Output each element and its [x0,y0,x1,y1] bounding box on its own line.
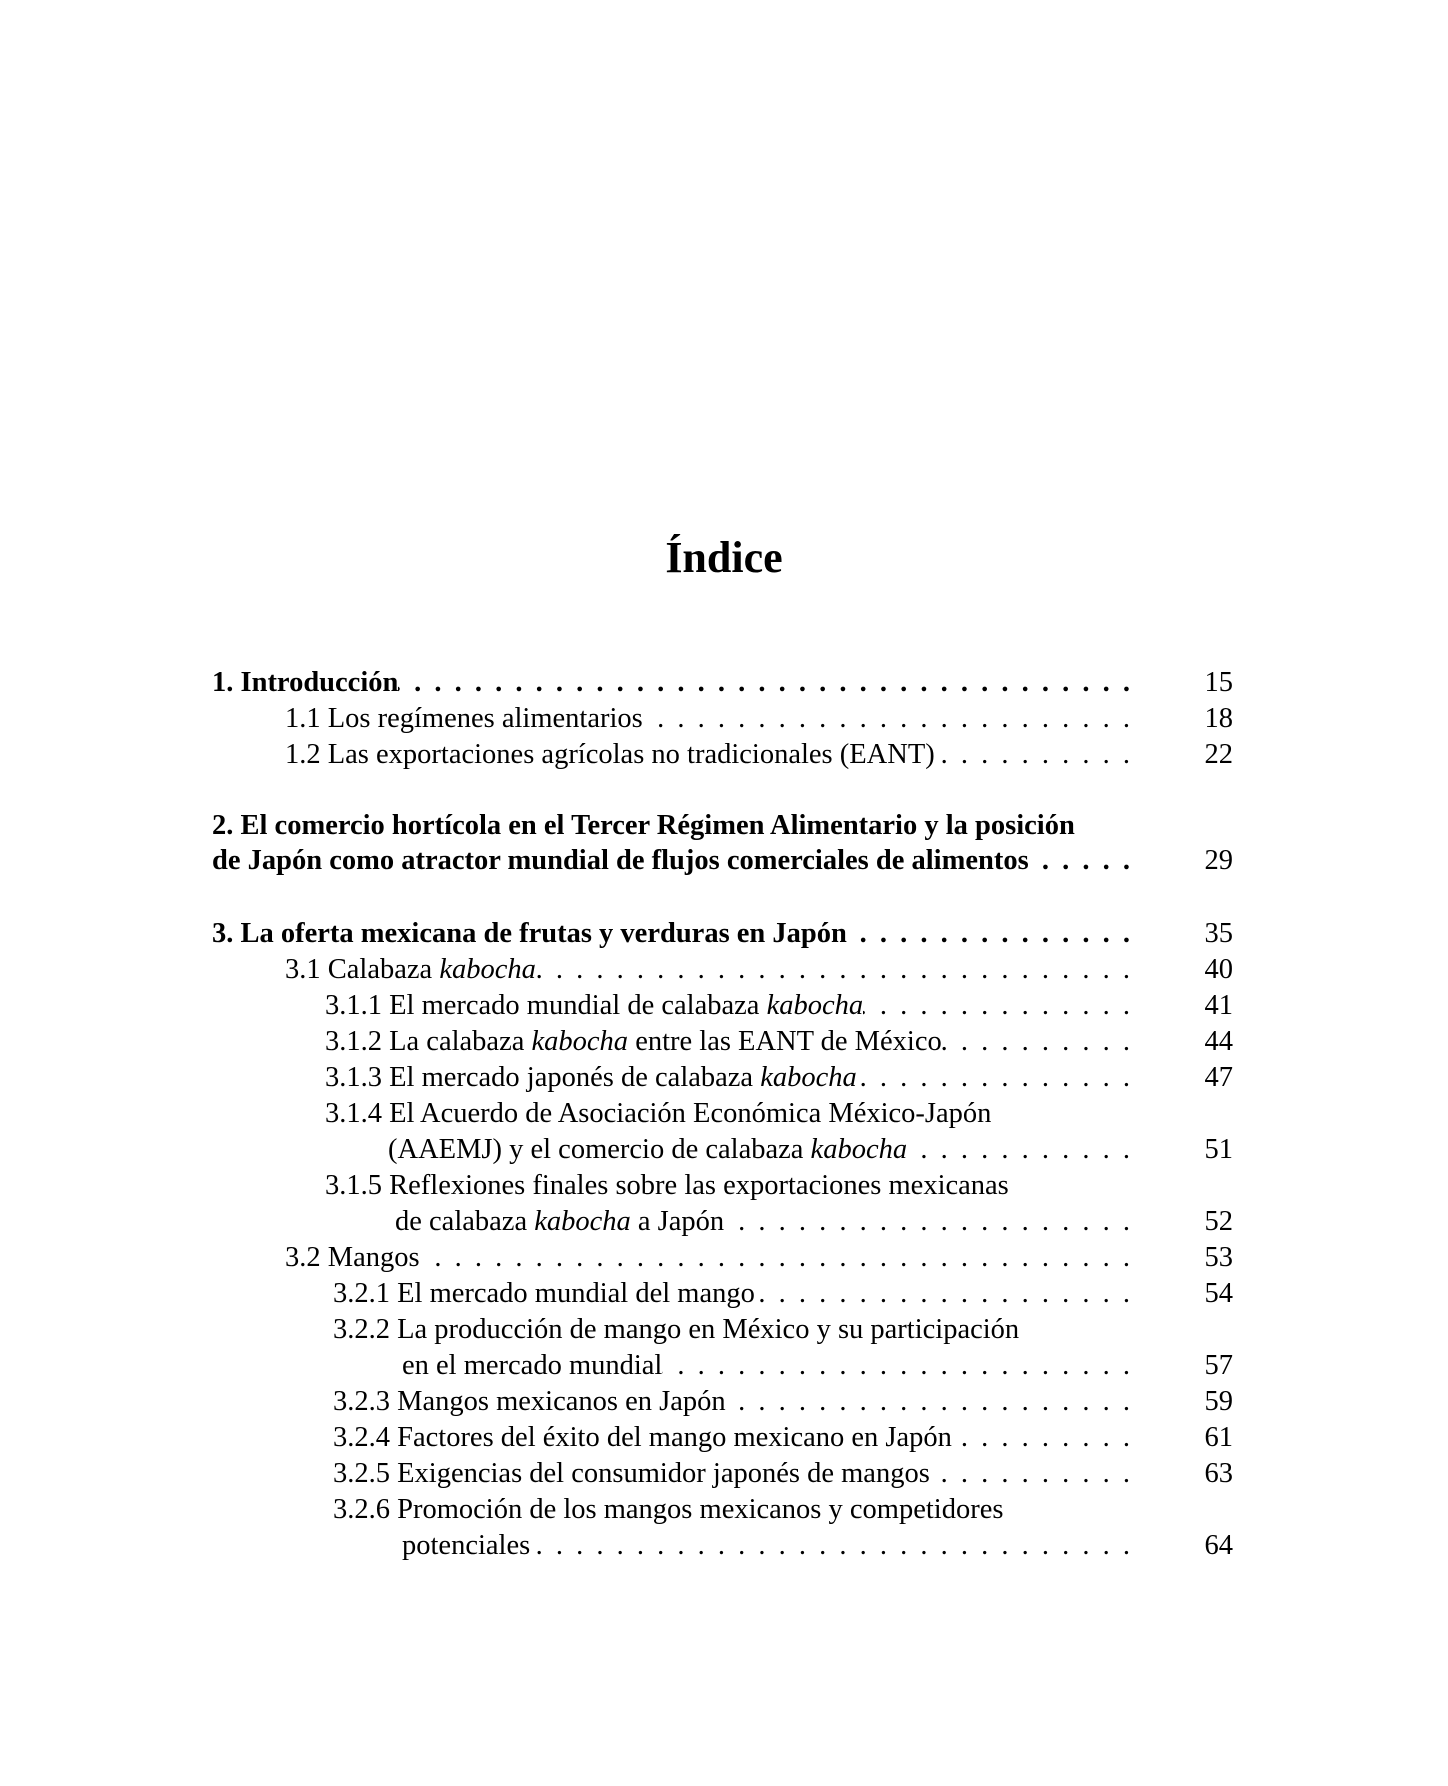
dot-leader [724,1204,1130,1240]
toc-entry-3-1-1[interactable] [325,988,1130,1024]
toc-entry-title: 3. La oferta mexicana de frutas y verduras en Japón [212,918,847,949]
toc-page-number: 54 [1204,1278,1233,1309]
toc-entry-title: 1.1 Los regímenes alimentarios [285,703,643,734]
dot-leader [1029,843,1130,879]
toc-entry-title: 3.1 Calabaza kabocha [285,954,536,985]
dot-leader [662,1348,1130,1384]
toc-entry-title: 3.2.3 Mangos mexicanos en Japón [333,1386,726,1417]
dot-leader [643,701,1130,737]
toc-page-number: 29 [1204,845,1233,876]
toc-entry-3-1-4[interactable] [388,1132,1130,1168]
toc-entry-title: de calabaza kabocha a Japón [395,1206,725,1237]
toc-entry-title: potenciales [402,1530,531,1561]
toc-page-number: 35 [1204,918,1233,949]
toc-entry-title: 3.2.1 El mercado mundial del mango [333,1278,755,1309]
page-title: Índice [665,533,783,582]
toc-page-number: 64 [1204,1530,1233,1561]
toc-page-number: 51 [1204,1134,1233,1165]
dot-leader [952,1420,1130,1456]
toc-entry-1-1[interactable] [285,701,1130,737]
toc-entry-3-1-4-line1[interactable]: 3.1.4 El Acuerdo de Asociación Económica México-Japón [325,1098,992,1129]
toc-page-number: 52 [1204,1206,1233,1237]
toc-page-number: 47 [1204,1062,1233,1093]
toc-entry-3-1[interactable] [285,952,1130,988]
toc-page-number: 63 [1204,1458,1233,1489]
toc-entry-3-2[interactable] [285,1240,1130,1276]
toc-page-number: 53 [1204,1242,1233,1273]
toc-entry-3-2-6-line1[interactable]: 3.2.6 Promoción de los mangos mexicanos y competidores [333,1494,1004,1525]
toc-entry-3-2-6[interactable] [402,1528,1130,1564]
toc-page-number: 22 [1204,739,1233,770]
dot-leader [726,1384,1130,1420]
toc-entry-3-2-5[interactable] [333,1456,1130,1492]
toc-entry-1[interactable] [212,665,1130,701]
toc-entry-title: 3.1.1 El mercado mundial de calabaza kabocha [325,990,864,1021]
toc-entry-3-2-3[interactable] [333,1384,1130,1420]
toc-entry-3-1-5[interactable] [395,1204,1130,1240]
toc-page-number: 40 [1204,954,1233,985]
toc-entry-3-1-2[interactable] [325,1024,1130,1060]
toc-entry-3-2-2-line1[interactable]: 3.2.2 La producción de mango en México y su participación [333,1314,1020,1345]
dot-leader [935,737,1130,773]
dot-leader [536,952,1130,988]
toc-entry-title: 3.2.4 Factores del éxito del mango mexicano en Japón [333,1422,952,1453]
toc-entry-title: 3.1.2 La calabaza kabocha entre las EANT de México [325,1026,942,1057]
dot-leader [847,916,1130,952]
dot-leader [907,1132,1130,1168]
toc-page-number: 41 [1204,990,1233,1021]
toc-entry-title: en el mercado mundial [402,1350,663,1381]
toc-entry-3-2-2[interactable] [402,1348,1130,1384]
toc-entry-3[interactable] [212,916,1130,952]
toc-entry-title: de Japón como atractor mundial de flujos comerciales de alimentos [212,845,1029,876]
dot-leader [530,1528,1130,1564]
toc-page-number: 57 [1204,1350,1233,1381]
dot-leader [857,1060,1130,1096]
toc-page-number: 61 [1204,1422,1233,1453]
dot-leader [930,1456,1130,1492]
toc-page-number: 18 [1204,703,1233,734]
toc-entry-title: 1.2 Las exportaciones agrícolas no tradicionales (EANT) [285,739,935,770]
toc-entry-1-2[interactable] [285,737,1130,773]
dot-leader [942,1024,1130,1060]
toc-entry-title: 1. Introducción [212,667,399,698]
toc-page-number: 15 [1204,667,1233,698]
toc-entry-title: 3.2 Mangos [285,1242,420,1273]
toc-entry-2[interactable] [212,843,1130,879]
toc-entry-title: 3.2.5 Exigencias del consumidor japonés de mangos [333,1458,930,1489]
dot-leader [755,1276,1130,1312]
toc-entry-title: 3.1.3 El mercado japonés de calabaza kabocha [325,1062,857,1093]
toc-entry-3-2-4[interactable] [333,1420,1130,1456]
toc-entry-title: (AAEMJ) y el comercio de calabaza kabocha [388,1134,908,1165]
dot-leader [398,665,1130,701]
dot-leader [420,1240,1130,1276]
toc-entry-3-2-1[interactable] [333,1276,1130,1312]
toc-entry-3-1-3[interactable] [325,1060,1130,1096]
toc-page-number: 44 [1204,1026,1233,1057]
toc-page-number: 59 [1204,1386,1233,1417]
toc-entry-2-line1[interactable]: 2. El comercio hortícola en el Tercer Régimen Alimentario y la posición [212,810,1075,841]
dot-leader [863,988,1130,1024]
toc-entry-3-1-5-line1[interactable]: 3.1.5 Reflexiones finales sobre las exportaciones mexicanas [325,1170,1009,1201]
